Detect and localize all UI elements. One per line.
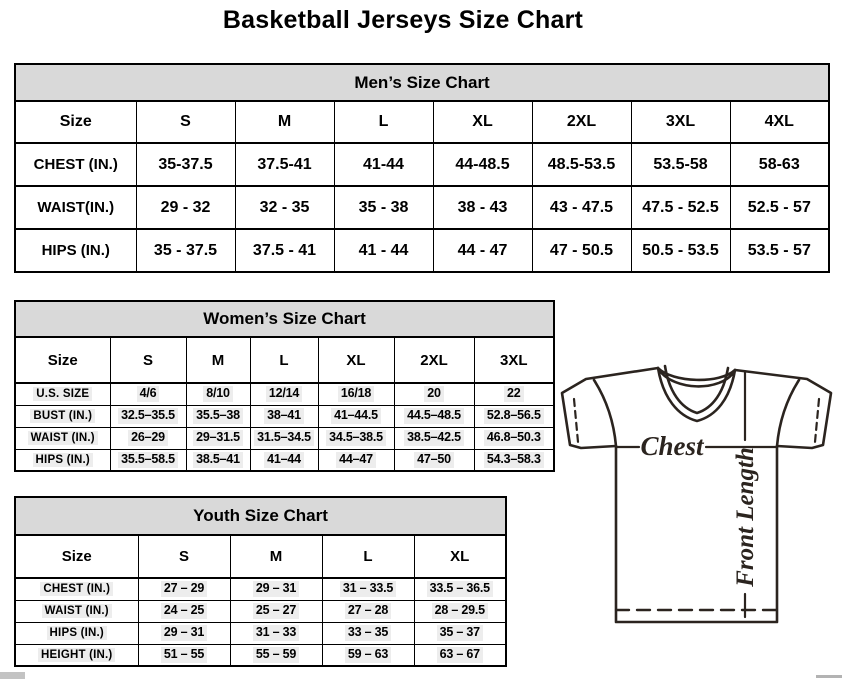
column-header: 3XL <box>631 101 730 143</box>
size-value: 35 - 37.5 <box>136 229 235 272</box>
size-value: 37.5 - 41 <box>235 229 334 272</box>
size-value: 31 – 33.5 <box>322 578 414 600</box>
size-value: 59 – 63 <box>322 644 414 666</box>
column-header: Size <box>15 101 136 143</box>
table-row <box>15 427 554 449</box>
size-value: 31 – 33 <box>230 622 322 644</box>
womens-column-header-row <box>15 337 554 383</box>
column-header: M <box>230 535 322 578</box>
size-value: 26–29 <box>110 427 186 449</box>
womens-table-header-band <box>15 301 554 337</box>
row-label: CHEST (IN.) <box>15 578 138 600</box>
size-value: 53.5 - 57 <box>730 229 829 272</box>
size-value: 29 – 31 <box>230 578 322 600</box>
column-header: XL <box>414 535 506 578</box>
size-value: 8/10 <box>186 383 250 405</box>
size-value: 54.3–58.3 <box>474 449 554 471</box>
table-row <box>15 644 506 666</box>
right-cuff-dashed-line <box>815 399 819 442</box>
row-label: WAIST (IN.) <box>15 427 110 449</box>
size-value: 53.5-58 <box>631 143 730 186</box>
column-header: M <box>186 337 250 383</box>
size-value: 33.5 – 36.5 <box>414 578 506 600</box>
left-cuff-dashed-line <box>574 399 578 442</box>
size-value: 32 - 35 <box>235 186 334 229</box>
table-row <box>15 449 554 471</box>
size-value: 47 - 50.5 <box>532 229 631 272</box>
jersey-outline <box>562 368 831 622</box>
size-value: 31.5–34.5 <box>250 427 318 449</box>
table-row <box>15 578 506 600</box>
left-armhole-seam <box>594 380 616 446</box>
row-label: WAIST (IN.) <box>15 600 138 622</box>
size-value: 22 <box>474 383 554 405</box>
size-value: 47–50 <box>394 449 474 471</box>
womens-table-title: Women’s Size Chart <box>15 301 554 337</box>
size-value: 25 – 27 <box>230 600 322 622</box>
front-length-label: Front Length <box>732 447 759 587</box>
size-value: 4/6 <box>110 383 186 405</box>
page-title: Basketball Jerseys Size Chart <box>222 6 584 34</box>
chest-label: Chest <box>640 431 704 461</box>
column-header: S <box>136 101 235 143</box>
row-label: U.S. SIZE <box>15 383 110 405</box>
table-row <box>15 600 506 622</box>
size-value: 44 - 47 <box>433 229 532 272</box>
mens-table-title: Men’s Size Chart <box>15 64 829 101</box>
right-armhole-seam <box>777 380 799 446</box>
womens-size-table <box>14 300 555 472</box>
size-value: 27 – 28 <box>322 600 414 622</box>
row-label: WAIST(IN.) <box>15 186 136 229</box>
size-value: 20 <box>394 383 474 405</box>
size-value: 38 - 43 <box>433 186 532 229</box>
size-value: 38–41 <box>250 405 318 427</box>
column-header: 3XL <box>474 337 554 383</box>
size-value: 35-37.5 <box>136 143 235 186</box>
column-header: S <box>138 535 230 578</box>
size-value: 52.5 - 57 <box>730 186 829 229</box>
table-row <box>15 186 829 229</box>
column-header: XL <box>318 337 394 383</box>
size-value: 63 – 67 <box>414 644 506 666</box>
size-value: 48.5-53.5 <box>532 143 631 186</box>
column-header: L <box>322 535 414 578</box>
column-header: L <box>334 101 433 143</box>
size-value: 35.5–58.5 <box>110 449 186 471</box>
size-value: 46.8–50.3 <box>474 427 554 449</box>
size-value: 12/14 <box>250 383 318 405</box>
youth-column-header-row <box>15 535 506 578</box>
size-value: 29 – 31 <box>138 622 230 644</box>
scrollbar-fragment-right <box>816 675 842 678</box>
youth-size-table <box>14 496 507 667</box>
row-label: BUST (IN.) <box>15 405 110 427</box>
size-value: 38.5–42.5 <box>394 427 474 449</box>
size-value: 41–44 <box>250 449 318 471</box>
table-row <box>15 229 829 272</box>
size-value: 50.5 - 53.5 <box>631 229 730 272</box>
size-value: 35.5–38 <box>186 405 250 427</box>
table-row <box>15 143 829 186</box>
table-row <box>15 405 554 427</box>
column-header: XL <box>433 101 532 143</box>
size-value: 44.5–48.5 <box>394 405 474 427</box>
jersey-measurement-diagram-icon <box>557 358 841 626</box>
size-value: 44-48.5 <box>433 143 532 186</box>
size-value: 51 – 55 <box>138 644 230 666</box>
size-value: 28 – 29.5 <box>414 600 506 622</box>
size-value: 52.8–56.5 <box>474 405 554 427</box>
size-value: 41–44.5 <box>318 405 394 427</box>
column-header: Size <box>15 535 138 578</box>
row-label: CHEST (IN.) <box>15 143 136 186</box>
youth-table-header-band <box>15 497 506 535</box>
table-row <box>15 383 554 405</box>
size-value: 33 – 35 <box>322 622 414 644</box>
row-label: HIPS (IN.) <box>15 622 138 644</box>
size-value: 35 – 37 <box>414 622 506 644</box>
row-label: HEIGHT (IN.) <box>15 644 138 666</box>
size-value: 16/18 <box>318 383 394 405</box>
column-header: 2XL <box>394 337 474 383</box>
column-header: 2XL <box>532 101 631 143</box>
column-header: S <box>110 337 186 383</box>
size-value: 35 - 38 <box>334 186 433 229</box>
table-row <box>15 622 506 644</box>
size-value: 37.5-41 <box>235 143 334 186</box>
column-header: 4XL <box>730 101 829 143</box>
size-value: 38.5–41 <box>186 449 250 471</box>
size-value: 29 - 32 <box>136 186 235 229</box>
size-value: 27 – 29 <box>138 578 230 600</box>
size-value: 41-44 <box>334 143 433 186</box>
size-value: 58-63 <box>730 143 829 186</box>
size-value: 55 – 59 <box>230 644 322 666</box>
mens-size-table <box>14 63 830 273</box>
column-header: M <box>235 101 334 143</box>
size-value: 44–47 <box>318 449 394 471</box>
row-label: HIPS (IN.) <box>15 229 136 272</box>
size-value: 34.5–38.5 <box>318 427 394 449</box>
column-header: L <box>250 337 318 383</box>
size-value: 29–31.5 <box>186 427 250 449</box>
column-header: Size <box>15 337 110 383</box>
row-label: HIPS (IN.) <box>15 449 110 471</box>
scrollbar-fragment-left <box>0 672 25 679</box>
size-value: 41 - 44 <box>334 229 433 272</box>
size-value: 43 - 47.5 <box>532 186 631 229</box>
youth-table-title: Youth Size Chart <box>15 497 506 535</box>
size-value: 32.5–35.5 <box>110 405 186 427</box>
size-value: 47.5 - 52.5 <box>631 186 730 229</box>
mens-table-header-band <box>15 64 829 101</box>
mens-column-header-row <box>15 101 829 143</box>
size-value: 24 – 25 <box>138 600 230 622</box>
